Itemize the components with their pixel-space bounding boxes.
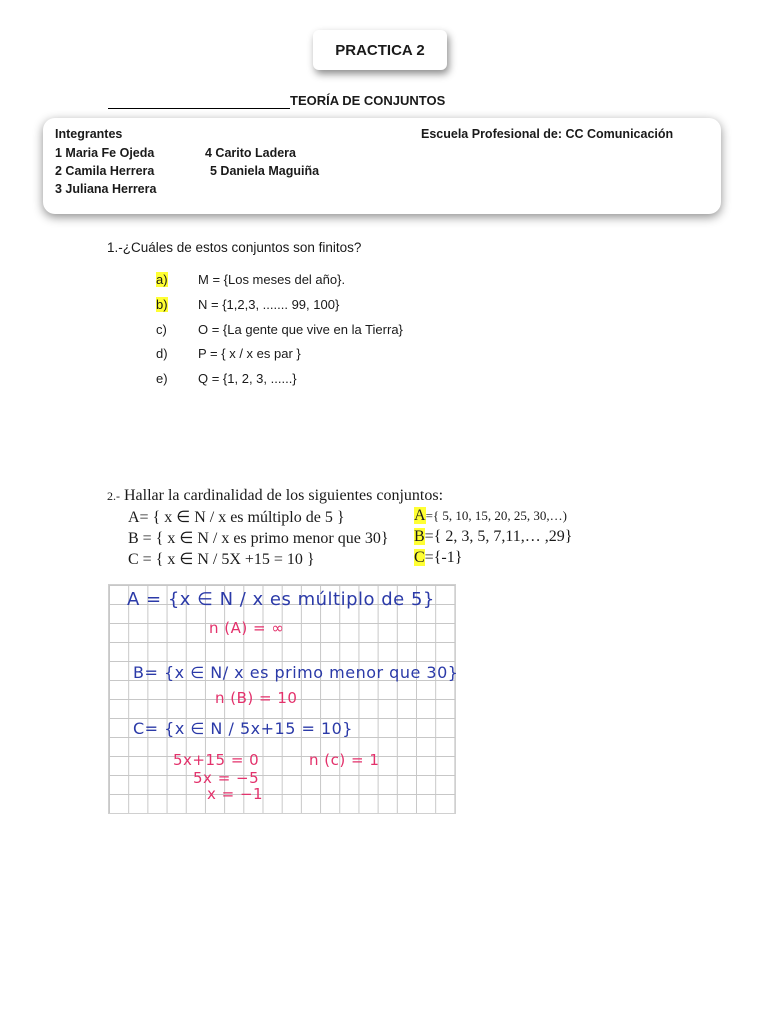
answer-label: B <box>414 528 425 545</box>
set-answer <box>414 549 462 567</box>
hw-step: 5x = −5 <box>193 769 260 787</box>
option-text: O = {La gente que vive en la Tierra} <box>198 322 403 337</box>
hw-set-b: B= {x ∈ N/ x es primo menor que 30} <box>133 663 459 682</box>
set-definition: C = { x ∈ N / 5X +15 = 10 } <box>128 551 315 568</box>
set-answer <box>414 528 572 546</box>
hw-step: 5x+15 = 0 <box>173 751 260 769</box>
team-member: 1 Maria Fe Ojeda <box>55 146 155 160</box>
hw-card-b: n (B) = 10 <box>215 689 298 707</box>
title-box <box>313 30 447 70</box>
team-member: 5 Daniela Maguiña <box>210 164 320 178</box>
option-text: P = { x / x es par } <box>198 346 301 361</box>
question2-text: Hallar la cardinalidad de los siguientes conjuntos: <box>124 487 444 504</box>
hw-step: x = −1 <box>207 785 264 803</box>
answer-value: ={-1} <box>424 549 463 566</box>
question1-prompt: 1.-¿Cuáles de estos conjuntos son finitos? <box>107 240 362 255</box>
option-text: M = {Los meses del año}. <box>198 272 346 287</box>
option-text: N = {1,2,3, ....... 99, 100} <box>198 297 340 312</box>
team-member: 4 Carito Ladera <box>205 146 297 160</box>
option-letter: b) <box>156 297 168 312</box>
set-definition: A= { x ∈ N / x es múltiplo de 5 } <box>128 509 345 526</box>
subtitle-underline <box>108 108 290 109</box>
hw-card-a: n (A) = ∞ <box>209 619 285 637</box>
set-answer <box>414 507 567 525</box>
option-letter: a) <box>156 272 168 287</box>
hw-set-c: C= {x ∈ N / 5x+15 = 10} <box>133 719 353 738</box>
hw-set-a: A = {x ∈ N / x es múltiplo de 5} <box>127 589 435 610</box>
school-label: Escuela Profesional de: CC Comunicación <box>421 127 674 141</box>
option-letter: d) <box>156 346 168 361</box>
answer-label: C <box>414 549 425 566</box>
question2-prompt <box>107 487 443 505</box>
option-text: Q = {1, 2, 3, ......} <box>198 371 297 386</box>
answer-value: ={ 5, 10, 15, 20, 25, 30,…) <box>425 508 567 523</box>
option-letter: e) <box>156 371 168 386</box>
page-subtitle: TEORÍA DE CONJUNTOS <box>290 93 446 108</box>
team-member: 2 Camila Herrera <box>55 164 155 178</box>
hw-card-c: n (c) = 1 <box>309 751 380 769</box>
option-letter: c) <box>156 322 167 337</box>
team-label: Integrantes <box>55 127 123 141</box>
team-card <box>43 118 721 214</box>
answer-label: A <box>414 507 426 524</box>
answer-value: ={ 2, 3, 5, 7,11,… ,29} <box>424 528 573 545</box>
set-definition: B = { x ∈ N / x es primo menor que 30} <box>128 530 389 547</box>
handwritten-notes <box>108 584 459 814</box>
question2-number: 2.- <box>107 489 120 503</box>
team-member: 3 Juliana Herrera <box>55 182 157 196</box>
page-title: PRACTICA 2 <box>335 41 425 59</box>
